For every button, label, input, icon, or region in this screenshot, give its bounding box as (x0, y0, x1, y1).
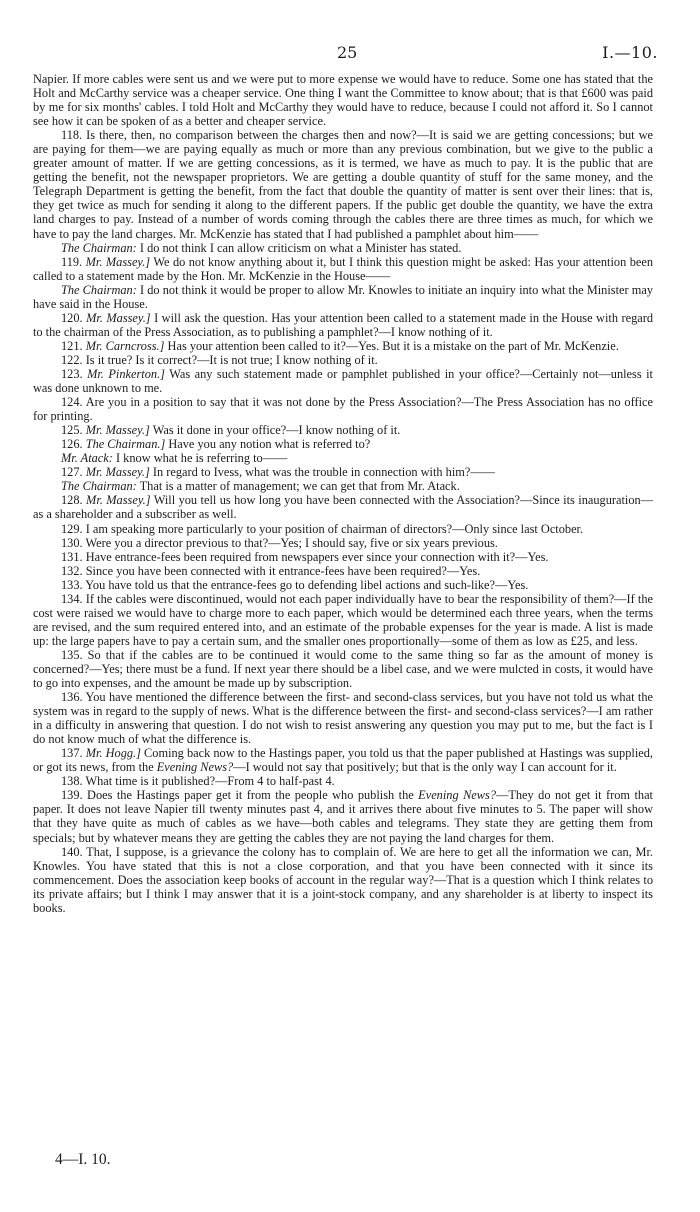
paragraph: The Chairman: I do not think it would be proper to allow Mr. Knowles to initiate an inquiry into what the Minister may have said in the House. (33, 282, 654, 311)
paragraph: 132. Since you have been connected with it entrance-fees have been required?—Yes. (61, 563, 481, 578)
speaker: Mr. Atack: (61, 451, 113, 466)
speaker: The Chairman.] (85, 437, 166, 452)
paragraph: Mr. Atack: I know what he is referring to—— (61, 451, 288, 466)
paragraph: 127. Mr. Massey.] In regard to Ivess, what was the trouble in connection with him?—— (61, 465, 496, 480)
page-body (33, 72, 653, 915)
paragraph: 134. If the cables were discontinued, would not each paper individually have to bear the responsibility of them?—If the cost were raised we would have to charge more to each paper, which would be determined each three years, when the terms are revised, and the sum required entered into, and an estimate of the probable expenses for the year is made. A list is made up: the large papers have to pay a certain sum, and the smaller ones proportionally—some of them as low as £25, and less. (33, 591, 653, 648)
paragraph: 137. Mr. Hogg.] Coming back now to the Hastings paper, you told us that the paper published at Hastings was supplied, or got its news, from the Evening News?—I would not say that positively; but that is the only way I can account for it. (33, 746, 653, 775)
paragraph: 135. So that if the cables are to be continued it would come to the same thing so far as the amount of money is concerned?—Yes; there must be a fund. If next year there should be a libel case, and we were mulcted in costs, it would have to go into expenses, and the amount be made up by subscription. (33, 647, 653, 691)
paragraph: 139. Does the Hastings paper get it from the people who publish the Evening News?—They do not get it from that paper. It does not leave Napier till twenty minutes past 4, and it arrives there about five minutes to 5. The paper will show that they have quite as much of cables as we have—both cables and telegrams. They state they are getting them from specials; but by whatever means they are getting the cables they are not paying the land charges for them. (33, 788, 653, 845)
paragraph: 123. Mr. Pinkerton.] Was any such statement made or pamphlet published in your office?—Certainly not—unless it was done unknown to me. (33, 366, 653, 396)
paragraph: Napier. If more cables were sent us and we were put to more expense we would have to reduce. Some one has stated that the Holt and McCarthy service was a cheaper service. One thing I want the Committee to know about; that is that £600 was paid by me for six months' cables. I told Holt and McCarthy they would have to reduce, because I could not afford it. So I cannot see how it can be spoken of as a better and cheaper service. (33, 72, 653, 129)
speaker: Mr. Massey.] (85, 465, 150, 480)
speaker: Mr. Hogg.] (85, 746, 141, 761)
speaker: Mr. Massey.] (85, 423, 150, 438)
paragraph: 131. Have entrance-fees been required from newspapers ever since your connection with it?—Yes. (61, 549, 549, 564)
speaker: Mr. Pinkerton.] (87, 366, 165, 381)
paragraph: 138. What time is it published?—From 4 to half-past 4. (61, 774, 335, 789)
speaker: The Chairman: (61, 282, 137, 297)
paragraph: 129. I am speaking more particularly to your position of chairman of directors?—Only since last October. (61, 521, 584, 536)
speaker: Mr. Carncross.] (85, 338, 165, 353)
paragraph: The Chairman: That is a matter of management; we can get that from Mr. Atack. (61, 479, 460, 494)
speaker: Mr. Massey.] (86, 493, 151, 508)
paragraph: 136. You have mentioned the difference between the first- and second-class services, but you have not told us what the system was in regard to the supply of news. What is the difference between the first- and second-class services?—I am rather in a difficulty in answering that question. I do not wish to resist answering any question you may put to me, but the fact is I do not know much of what the difference is. (33, 690, 653, 747)
speaker: Mr. Massey.] (85, 254, 151, 269)
speaker: The Chairman: (61, 240, 137, 255)
page-number: 25 (337, 43, 358, 62)
paragraph: 118. Is there, then, no comparison between the charges then and now?—It is said we are getting concessions; but we are paying for them—we are paying equally as much or more than any previous combination, but we give to the public a greater amount of matter. If we are getting concessions, as it is termed, we have as much to pay. It is the public that are getting the benefit, not the newspaper proprietors. We are getting a double quantity of stuff for the same money, and the Telegraph Department is getting the benefit, from the fact that double the quantity of matter is sent over their lines: that is, they get twice as much for sending it along to the different papers. If the public get double the quantity, we have the extra land charges to pay. Instead of a number of words coming through the cables there are three times as much, for which we have to pay the land charges. Mr. McKenzie has stated that I had published a pamphlet about him—— (33, 128, 653, 241)
paragraph: 126. The Chairman.] Have you any notion what is referred to? (61, 437, 371, 452)
footer-signature: 4—I. 10. (55, 1151, 111, 1168)
paragraph: 133. You have told us that the entrance-fees go to defending libel actions and such-like?—Yes. (61, 577, 529, 592)
paragraph: The Chairman: I do not think I can allow criticism on what a Minister has stated. (61, 240, 462, 255)
page-header (0, 43, 700, 65)
paragraph: 121. Mr. Carncross.] Has your attention been called to it?—Yes. But it is a mistake on the part of Mr. McKenzie. (61, 338, 619, 353)
document-reference: I.—10. (602, 43, 658, 62)
speaker: Mr. Massey.] (86, 310, 151, 325)
speaker: The Chairman: (61, 479, 137, 494)
paragraph: 128. Mr. Massey.] Will you tell us how long you have been connected with the Association?—Since its inauguration—as a shareholder and a subscriber as well. (33, 493, 654, 522)
paragraph: 122. Is it true? Is it correct?—It is not true; I know nothing of it. (61, 352, 378, 367)
paragraph: 130. Were you a director previous to that?—Yes; I should say, five or six years previous. (61, 535, 498, 550)
paragraph: 119. Mr. Massey.] We do not know anything about it, but I think this question might be asked: Has your attention been called to a statement made by the Hon. Mr. McKenzie in the House—— (33, 254, 654, 283)
paragraph: 125. Mr. Massey.] Was it done in your office?—I know nothing of it. (61, 423, 401, 438)
paragraph: 124. Are you in a position to say that it was not done by the Press Association?—The Press Association has no office for printing. (33, 395, 653, 424)
paragraph: 120. Mr. Massey.] I will ask the question. Has your attention been called to a statement made in the House with regard to the chairman of the Press Association, as to publishing a pamphlet?—I know nothing of it. (33, 310, 653, 339)
paragraph: 140. That, I suppose, is a grievance the colony has to complain of. We are here to get all the information we can, Mr. Knowles. You have stated that this is not a close corporation, and that you have been connected with it since its commencement. Does the association keep books of account in the regular way?—That is a question which I think relates to its private affairs; but I think I may answer that it is a joint-stock company, and any shareholder is at liberty to inspect its books. (33, 844, 653, 915)
